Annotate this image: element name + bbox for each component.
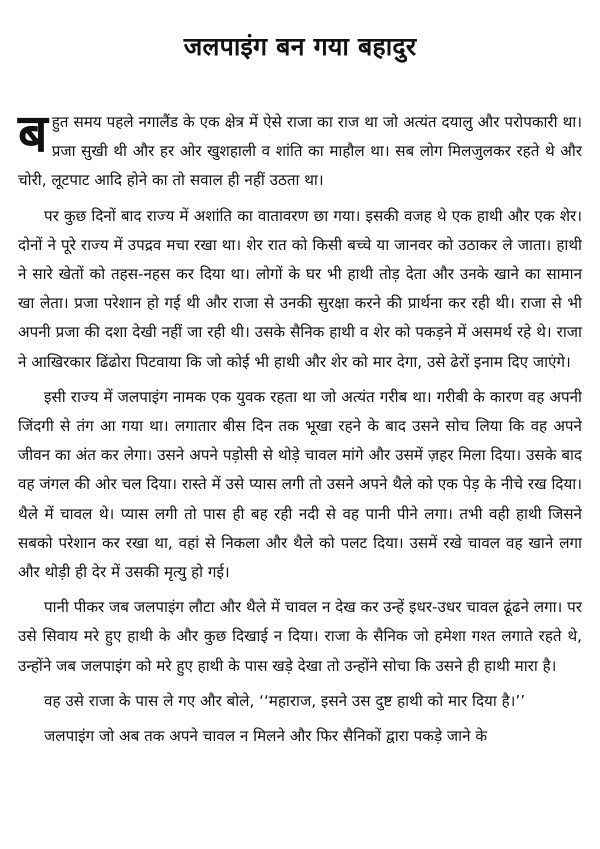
paragraph-2: पर कुछ दिनों बाद राज्य में अशांति का वातावरण छा गया। इसकी वजह थे एक हाथी और एक शेर। दोनों ने पूरे राज्य में उपद्रव मचा रखा था। शेर रात को किसी बच्चे या जानवर को उठाकर ले जाता। हाथी ने सारे खेतों को तहस-नहस कर दिया था। लोगों के घर भी हाथी तोड़ देता और उनके खाने का सामान खा लेता। प्रजा परेशान हो गई थी और राजा से उनकी सुरक्षा करने की प्रार्थना कर रही थी। राजा से भी अपनी प्रजा की दशा देखी नहीं जा रही थी। उसके सैनिक हाथी व शेर को पकड़ने में असमर्थ रहे थे। राजा ने आखिरकार ढिंढोरा पिटवाया कि जो कोई भी हाथी और शेर को मार देगा, उसे ढेरों इनाम दिए जाएंगे।	[18, 206, 582, 371]
paragraph-6: जलपाइंग जो अब तक अपने चावल न मिलने और फिर सैनिकों द्वारा पकड़े जाने के	[44, 727, 488, 746]
paragraph-1-text: हुत समय पहले नगालैंड के एक क्षेत्र में ऐसे राजा का राज था जो अत्यंत दयालु और परोपकारी था। प्रजा सुखी थी और हर ओर खुशहाली व शांति का माहौल था। सब लोग मिलजुलकर रहते थे और चोरी, लूटपाट आदि होने का तो सवाल ही नहीं उठता था।	[18, 113, 582, 190]
story-title: जलपाइंग बन गया बहादुर	[183, 32, 417, 61]
paragraph-1	[18, 104, 582, 196]
paragraph-4: पानी पीकर जब जलपाइंग लौटा और थैले में चावल न देख कर उन्हें इधर-उधर चावल ढूंढने लगा। पर उसे सिवाय मरे हुए हाथी के और कुछ दिखाई न दिया। राजा के सैनिक जो हमेशा गश्त लगाते रहते थे, उन्होंने जब जलपाइंग को मरे हुए हाथी के पास खड़े देखा तो उन्होंने सोचा कि उसने ही हाथी मारा है।	[18, 598, 582, 675]
paragraph-5: वह उसे राजा के पास ले गए और बोले, ‘‘महाराज, इसने उस दुष्ट हाथी को मार दिया है।’’	[44, 691, 526, 710]
paragraph-3: इसी राज्य में जलपाइंग नामक एक युवक रहता था जो अत्यंत गरीब था। गरीबी के कारण वह अपनी जिंदगी से तंग आ गया था। लगातार बीस दिन तक भूखा रहने के बाद उसने सोच लिया कि वह अपने जीवन का अंत कर लेगा। उसने अपने पड़ोसी से थोड़े चावल मांगे और उसमें ज़हर मिला दिया। उसके बाद वह जंगल की ओर चल दिया। रास्ते में उसे प्यास लगी तो उसने अपने थैले को एक पेड़ के नीचे रख दिया। थैले में चावल थे। प्यास लगी तो पास ही बह रही नदी से वह पानी पीने लगा। तभी वही हाथी जिसने सबको परेशान कर रखा था, वहां से निकला और थैले को पलट दिया। उसमें रखे चावल वह खाने लगा और थोड़ी ही देर में उसकी मृत्यु हो गई।	[18, 387, 582, 582]
drop-cap: ब	[18, 104, 48, 164]
